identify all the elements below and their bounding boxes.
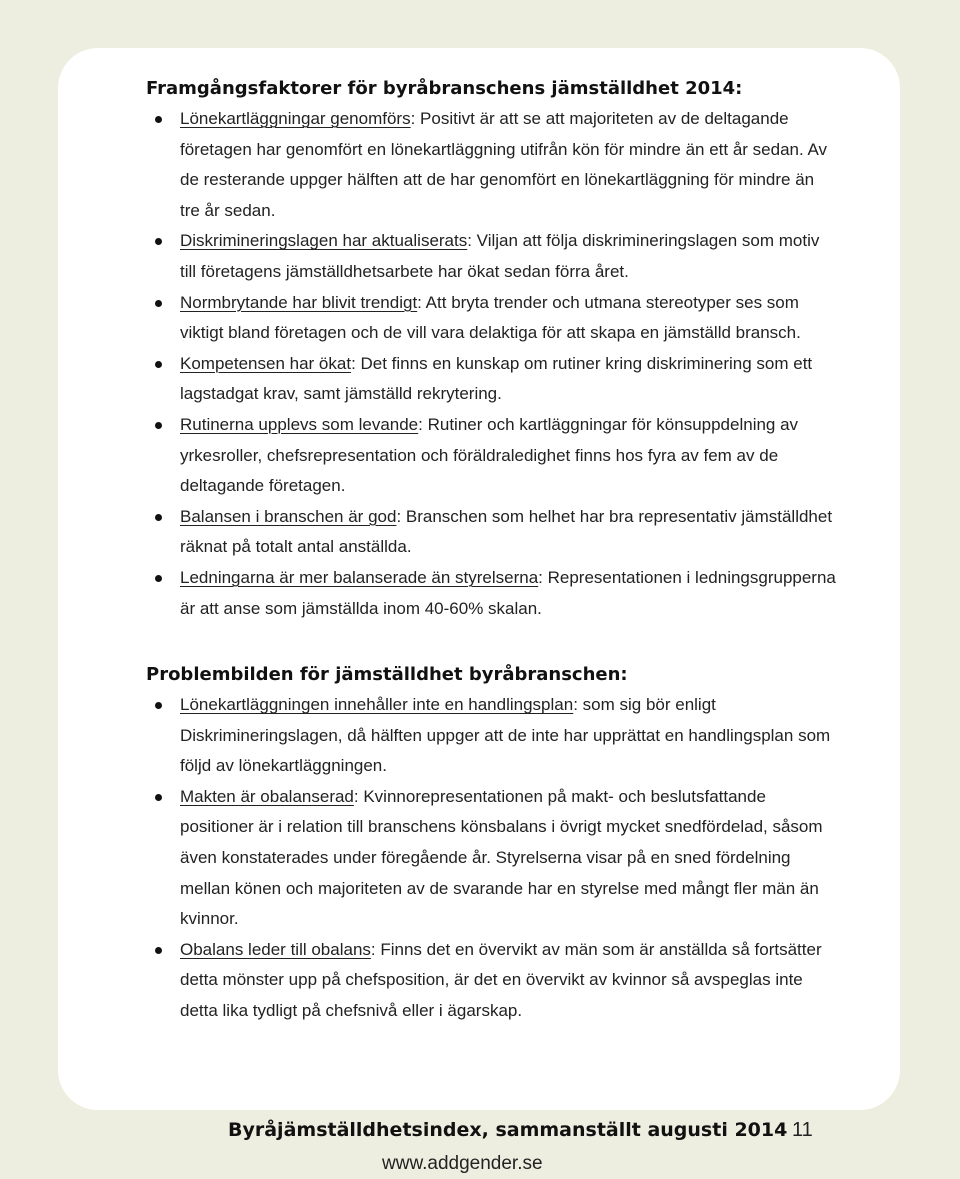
footer-title: Byråjämställdhetsindex, sammanställt augusti 2014 bbox=[228, 1119, 788, 1141]
item-key: Makten är obalanserad bbox=[180, 786, 354, 806]
success-factors-list bbox=[146, 104, 836, 624]
list-item bbox=[146, 104, 836, 226]
item-text: : Det finns en kunskap om rutiner kring diskriminering som ett lagstadgat krav, samt jämställd rekrytering. bbox=[180, 353, 813, 404]
item-key: Lönekartläggningar genomförs bbox=[180, 109, 411, 128]
item-key: Lönekartläggningen innehåller inte en handlingsplan bbox=[180, 695, 574, 715]
item-text: : Finns det en övervikt av män som är anställda så fortsätter detta mönster upp på chefsposition, är det en övervikt av kvinnor så avspeglas inte detta lika tydligt på chefsnivå eller i ägarskap. bbox=[180, 939, 822, 1021]
document-content bbox=[146, 74, 836, 1027]
item-key: Diskrimineringslagen har aktualiserats bbox=[180, 231, 468, 251]
item-text: : Kvinnorepresentationen på makt- och beslutsfattande positioner är i relation till branschens könsbalans i övrigt mycket snedfördelad, såsom även konstaterades under föregående år. Styrelserna visar på en sned fördelning mellan könen och majoriteten av de svarande har en styrelse med mångt fler män än kvinnor. bbox=[180, 786, 823, 929]
item-text: : Viljan att följa diskrimineringslagen som motiv till företagens jämställdhetsarbete har ökat sedan förra året. bbox=[180, 231, 820, 281]
item-key: Balansen i branschen är god bbox=[180, 506, 397, 526]
item-key: Ledningarna är mer balanserade än styrelserna bbox=[180, 567, 539, 587]
item-text: : Representationen i ledningsgrupperna är att anse som jämställda inom 40-60% skalan. bbox=[180, 567, 836, 618]
item-key: Kompetensen har ökat bbox=[180, 353, 352, 373]
list-item bbox=[146, 349, 836, 410]
item-text: : Att bryta trender och utmana stereotyper ses som viktigt bland företagen och de vill vara delaktiga för att skapa en jämställd bransch. bbox=[180, 292, 801, 343]
bullet-icon bbox=[155, 514, 162, 521]
section-heading-success-factors: Framgångsfaktorer för byråbranschens jämställdhet 2014: bbox=[146, 78, 743, 99]
item-key: Normbrytande har blivit trendigt bbox=[180, 292, 418, 312]
item-text: : som sig bör enligt Diskrimineringslagen, då hälften uppger att de inte har upprättat en handlingsplan som följd av lönekartläggningen. bbox=[180, 695, 831, 776]
page-number: 11 bbox=[792, 1119, 813, 1141]
item-text: : Branschen som helhet har bra representativ jämställdhet räknat på totalt antal anställda. bbox=[180, 506, 833, 557]
bullet-icon bbox=[155, 116, 162, 123]
list-item bbox=[146, 410, 836, 502]
list-item bbox=[146, 690, 836, 782]
list-item bbox=[146, 563, 836, 624]
item-text: : Positivt är att se att majoriteten av de deltagande företagen har genomfört en lönekartläggning utifrån kön för mindre än ett år sedan. Av de resterande uppger hälften att de har genomfört en lönekartläggning för mindre än tre år sedan. bbox=[180, 109, 828, 220]
list-item bbox=[146, 502, 836, 563]
item-text: : Rutiner och kartläggningar för könsuppdelning av yrkesroller, chefsrepresentation och föräldraledighet finns hos fyra av fem av de deltagande företagen. bbox=[180, 414, 799, 496]
item-key: Rutinerna upplevs som levande bbox=[180, 414, 419, 434]
bullet-icon bbox=[155, 422, 162, 429]
bullet-icon bbox=[155, 238, 162, 245]
bullet-icon bbox=[155, 361, 162, 368]
bullet-icon bbox=[155, 300, 162, 307]
footer-url: www.addgender.se bbox=[382, 1153, 543, 1174]
list-item bbox=[146, 288, 836, 349]
list-item bbox=[146, 935, 836, 1027]
problems-list bbox=[146, 690, 836, 1027]
bullet-icon bbox=[155, 947, 162, 954]
section-heading-problems: Problembilden för jämställdhet byråbranschen: bbox=[146, 664, 628, 686]
bullet-icon bbox=[155, 702, 162, 709]
bullet-icon bbox=[155, 794, 162, 801]
list-item bbox=[146, 782, 836, 935]
bullet-icon bbox=[155, 575, 162, 582]
list-item bbox=[146, 226, 836, 287]
item-key: Obalans leder till obalans bbox=[180, 939, 371, 959]
